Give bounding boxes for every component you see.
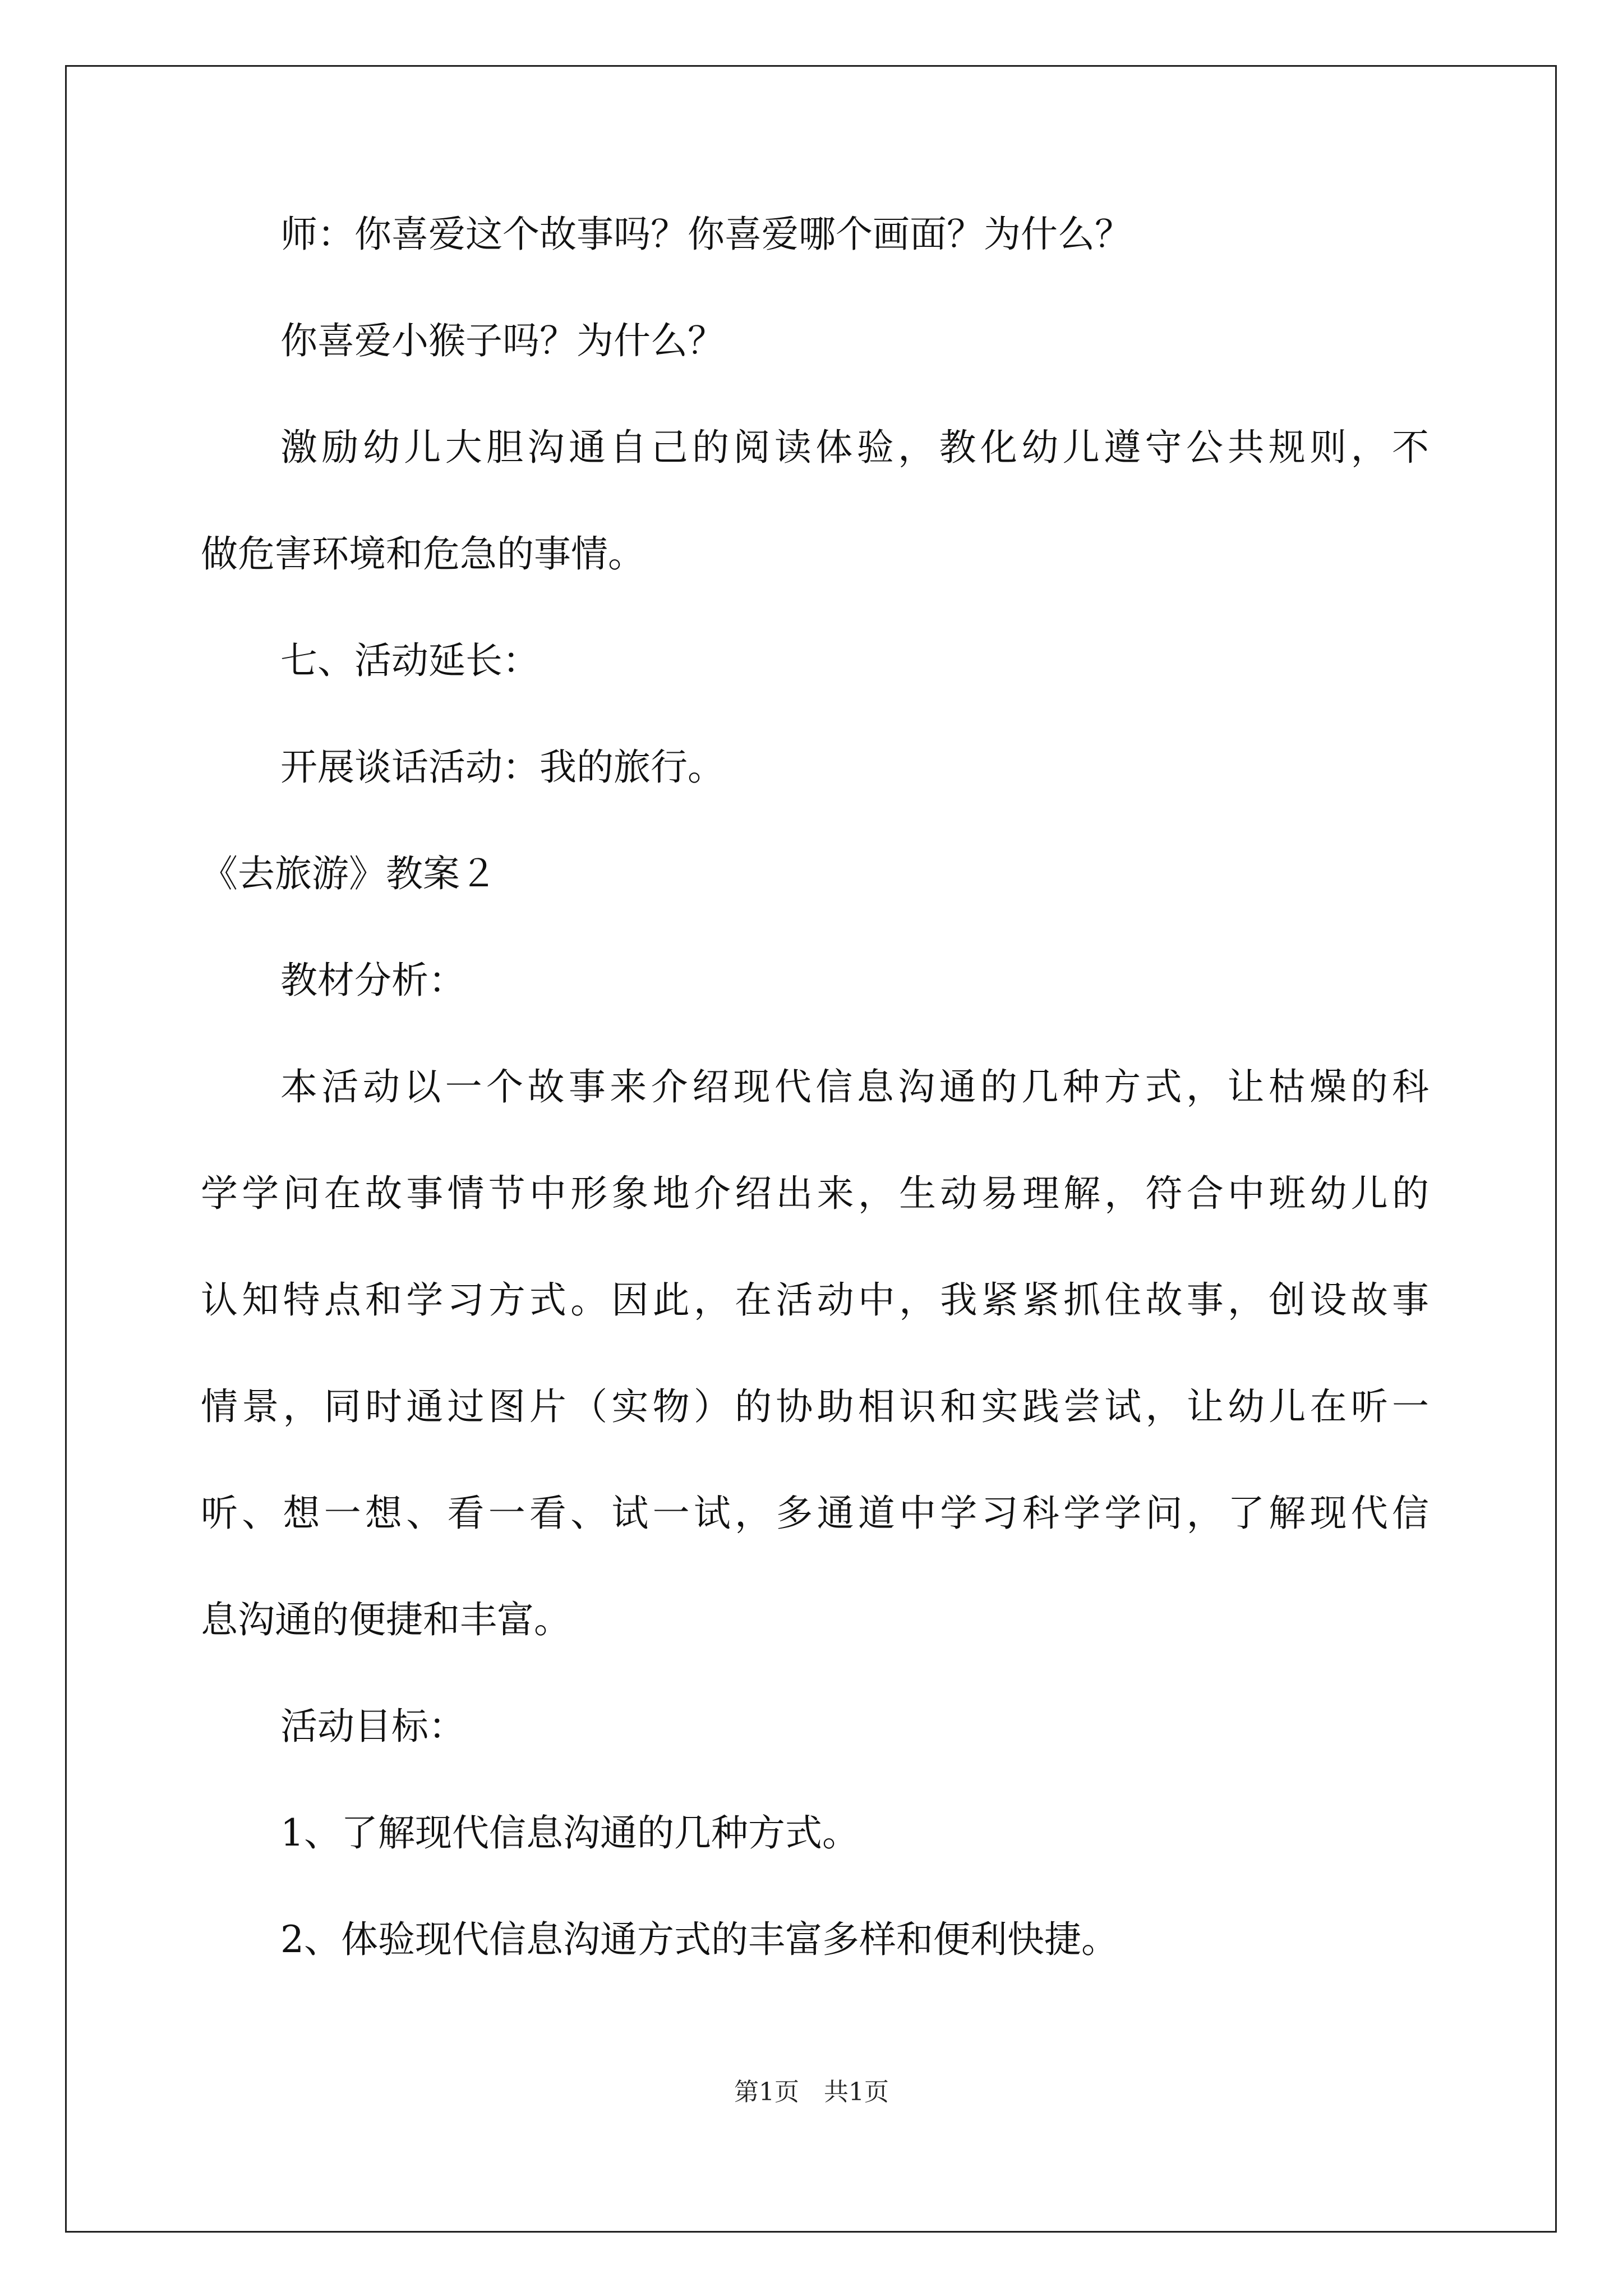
paragraph-analysis-line-6: 息沟通的便捷和丰富。: [201, 1598, 571, 1641]
paragraph-encourage-line-2: 做危害环境和危急的事情。: [201, 532, 645, 576]
objective-item-1: 1、了解现代信息沟通的几种方式。: [280, 1811, 859, 1855]
section-heading-objectives: 活动目标：: [280, 1705, 465, 1748]
page-number-footer: 第1页 共1页: [734, 2078, 889, 2106]
paragraph-extension-activity: 开展谈话活动：我的旅行。: [280, 746, 725, 789]
paragraph-analysis-line-2: 学学问在故事情节中形象地介绍出来，生动易理解，符合中班幼儿的: [201, 1172, 1429, 1215]
lesson-plan-title: 《去旅游》教案２: [201, 852, 497, 895]
paragraph-dialogue-question: 师：你喜爱这个故事吗？你喜爱哪个画面？为什么？: [280, 213, 1132, 256]
paragraph-analysis-line-4: 情景，同时通过图片（实物）的协助相识和实践尝试，让幼儿在听一: [201, 1385, 1429, 1428]
paragraph-analysis-line-5: 听、想一想、看一看、试一试，多通道中学习科学学问，了解现代信: [201, 1492, 1429, 1535]
paragraph-analysis-line-1: 本活动以一个故事来介绍现代信息沟通的几种方式，让枯燥的科: [280, 1065, 1429, 1108]
paragraph-encourage-line-1: 激励幼儿大胆沟通自己的阅读体验，教化幼儿遵守公共规则，不: [280, 426, 1429, 469]
objective-item-2: 2、体验现代信息沟通方式的丰富多样和便利快捷。: [280, 1918, 1118, 1961]
paragraph-monkey-question: 你喜爱小猴子吗？为什么？: [280, 319, 725, 362]
paragraph-analysis-line-3: 认知特点和学习方式。因此，在活动中，我紧紧抓住故事，创设故事: [201, 1278, 1429, 1322]
section-heading-material-analysis: 教材分析：: [280, 959, 465, 1002]
section-heading-extension: 七、活动延长：: [280, 639, 540, 682]
